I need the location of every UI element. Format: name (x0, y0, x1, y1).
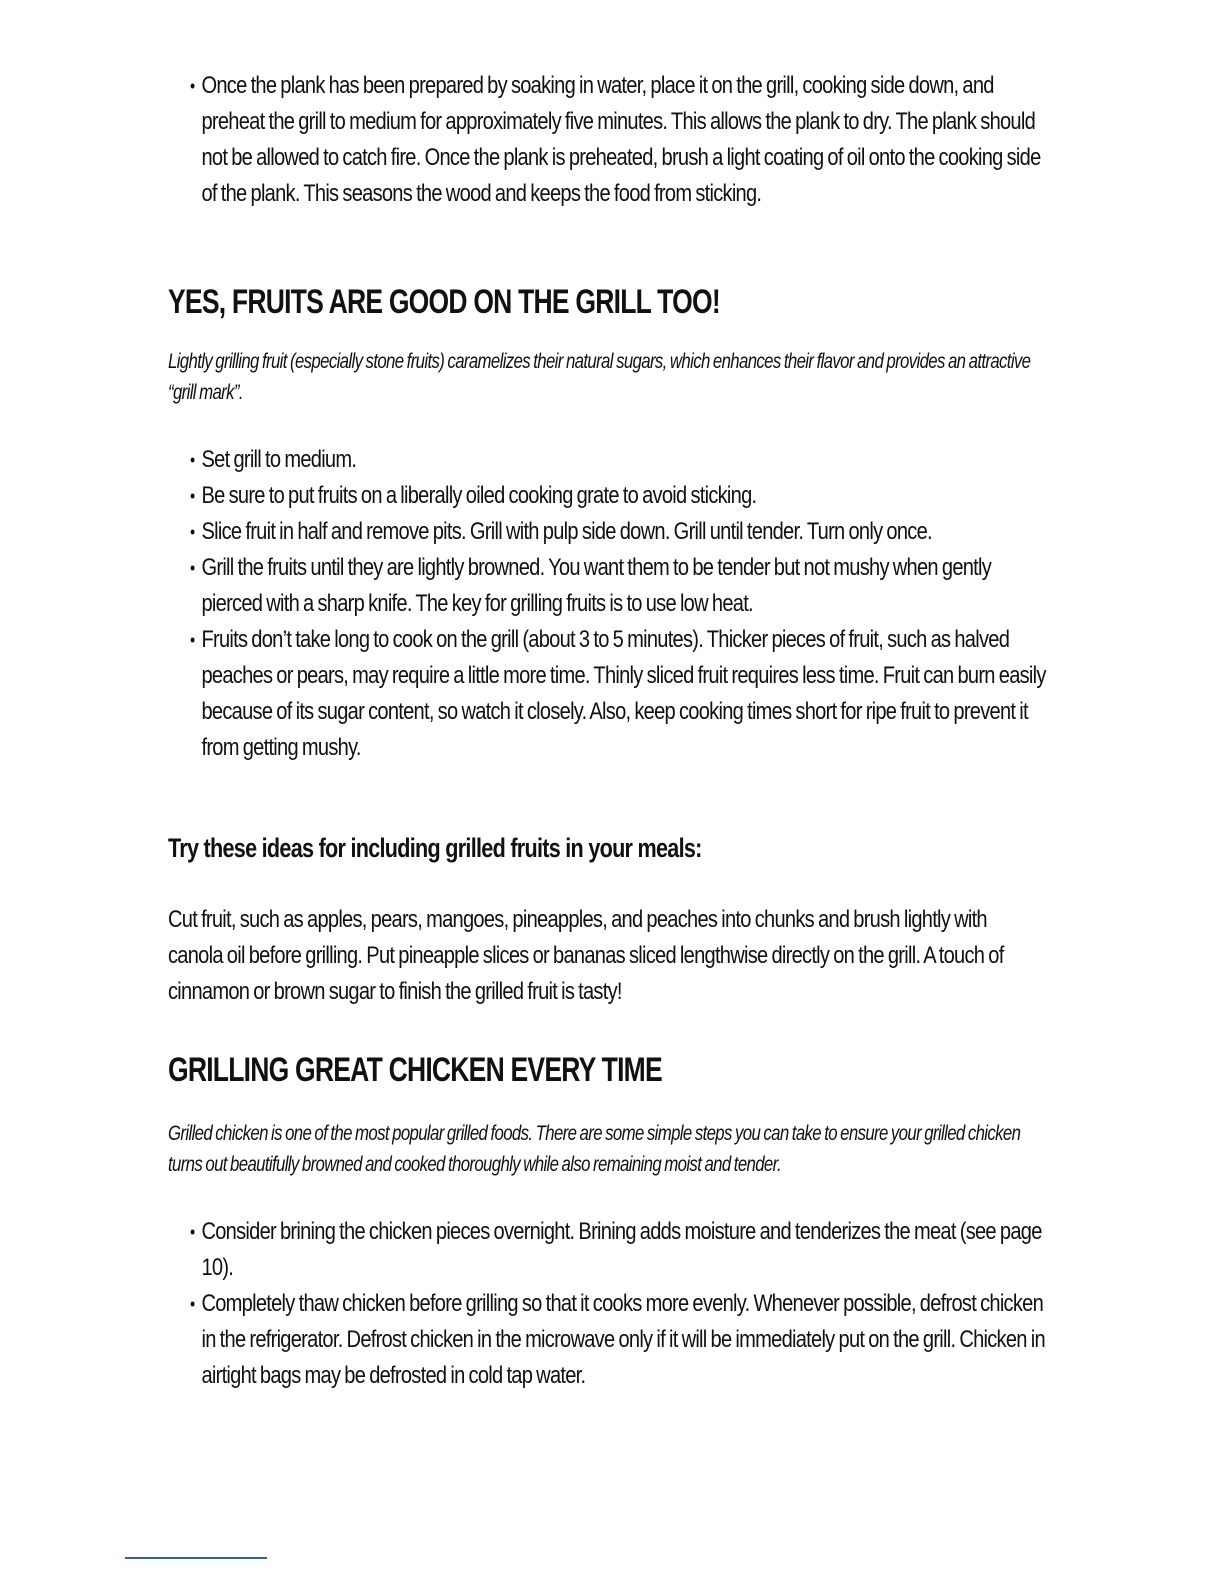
plank-bullet-list (168, 68, 1224, 212)
list-item: • Grill the fruits until they are lightly browned. You want them to be tender but not mushy when gently pierced with a sharp knife. The key for grilling fruits is to use low heat. (190, 550, 1046, 622)
list-item: • Consider brining the chicken pieces overnight. Brining adds moisture and tenderizes the meat (see page 10). (190, 1214, 1046, 1286)
list-item: • Completely thaw chicken before grilling so that it cooks more evenly. Whenever possible, defrost chicken in the refrigerator. Defrost chicken in the microwave only if it will be immediately put on the grill. Chicken in airtight bags may be defrosted in cold tap water. (190, 1286, 1046, 1394)
footer-rule (125, 1557, 267, 1559)
fruits-ideas-text: Cut fruit, such as apples, pears, mangoes, pineapples, and peaches into chunks and brush lightly with canola oil before grilling. Put pineapple slices or bananas sliced lengthwise directly on the grill. A touch of cinnamon or brown sugar to finish the grilled fruit is tasty! (168, 906, 1004, 1005)
chicken-bullet-list (168, 1214, 1224, 1394)
list-item: • Fruits don’t take long to cook on the grill (about 3 to 5 minutes). Thicker pieces of fruit, such as halved peaches or pears, may require a little more time. Thinly sliced fruit requires less time. Fruit can burn easily because of its sugar content, so watch it closely. Also, keep cooking times short for ripe fruit to prevent it from getting mushy. (190, 622, 1046, 766)
fruits-section-title: YES, FRUITS ARE GOOD ON THE GRILL TOO! (168, 283, 720, 321)
chicken-intro: Grilled chicken is one of the most popular grilled foods. There are some simple steps you can take to ensure your grilled chicken turns out beautifully browned and cooked thoroughly while also remaining moist and tender. (168, 1122, 1021, 1176)
chicken-section-title: GRILLING GREAT CHICKEN EVERY TIME (168, 1051, 662, 1089)
list-item: • Once the plank has been prepared by soaking in water, place it on the grill, cooking side down, and preheat the grill to medium for approximately five minutes. This allows the plank to dry. The plank should not be allowed to catch fire. Once the plank is preheated, brush a light coating of oil onto the cooking side of the plank. This seasons the wood and keeps the food from sticking. (190, 68, 1046, 212)
list-item: • Be sure to put fruits on a liberally oiled cooking grate to avoid sticking. (190, 478, 1046, 514)
fruits-ideas-heading: Try these ideas for including grilled fruits in your meals: (168, 833, 702, 863)
fruits-intro: Lightly grilling fruit (especially stone fruits) caramelizes their natural sugars, which enhances their flavor and provides an attractive “grill mark”. (168, 350, 1031, 404)
list-item: • Slice fruit in half and remove pits. Grill with pulp side down. Grill until tender. Turn only once. (190, 514, 1046, 550)
fruits-bullet-list (168, 442, 1224, 766)
list-item: • Set grill to medium. (190, 442, 1046, 478)
